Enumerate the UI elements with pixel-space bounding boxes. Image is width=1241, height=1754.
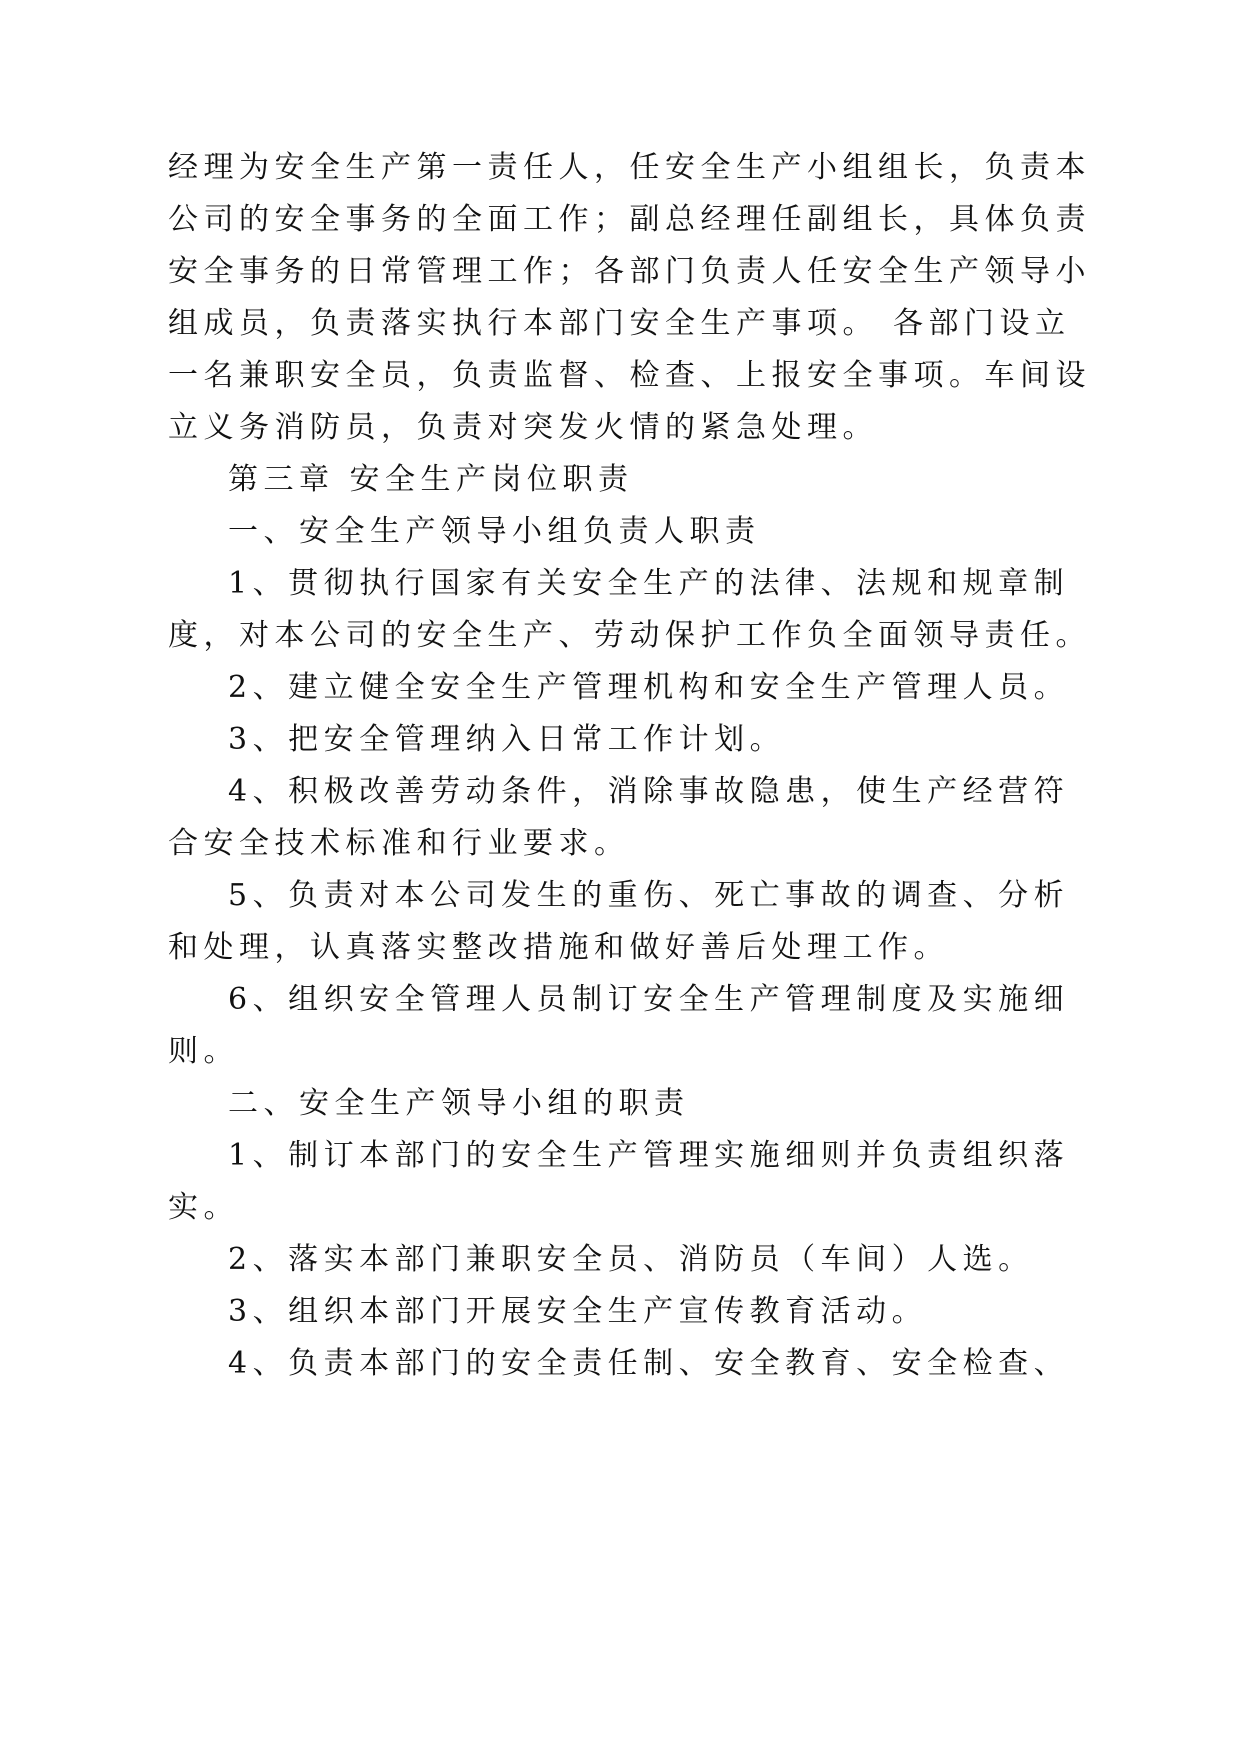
- text-line: 合安全技术标准和行业要求。: [168, 826, 630, 861]
- text-line: 1、贯彻执行国家有关安全生产的法律、法规和规章制: [228, 566, 1070, 601]
- section-heading: 一、安全生产领导小组负责人职责: [228, 514, 761, 549]
- text-line: 安全事务的日常管理工作；各部门负责人任安全生产领导小: [168, 254, 1091, 289]
- text-line: 和处理，认真落实整改措施和做好善后处理工作。: [168, 930, 949, 965]
- text-line: 1、制订本部门的安全生产管理实施细则并负责组织落: [228, 1138, 1070, 1173]
- text-line: 度，对本公司的安全生产、劳动保护工作负全面领导责任。: [168, 618, 1091, 653]
- text-line: 4、负责本部门的安全责任制、安全教育、安全检查、: [228, 1346, 1070, 1381]
- text-line: 实。: [168, 1190, 239, 1225]
- text-line: 公司的安全事务的全面工作；副总经理任副组长，具体负责: [168, 202, 1091, 237]
- chapter-heading: 第三章 安全生产岗位职责: [228, 462, 634, 497]
- text-line: 则。: [168, 1034, 239, 1069]
- section-heading: 二、安全生产领导小组的职责: [228, 1086, 690, 1121]
- text-line: 3、组织本部门开展安全生产宣传教育活动。: [228, 1294, 928, 1329]
- text-line: 2、建立健全安全生产管理机构和安全生产管理人员。: [228, 670, 1070, 705]
- text-line: 5、负责对本公司发生的重伤、死亡事故的调查、分析: [228, 878, 1070, 913]
- text-line: 立义务消防员，负责对突发火情的紧急处理。: [168, 410, 878, 445]
- text-line: 经理为安全生产第一责任人，任安全生产小组组长，负责本: [168, 150, 1091, 185]
- text-line: 6、组织安全管理人员制订安全生产管理制度及实施细: [228, 982, 1070, 1017]
- text-line: 3、把安全管理纳入日常工作计划。: [228, 722, 786, 757]
- text-line: 4、积极改善劳动条件，消除事故隐患，使生产经营符: [228, 774, 1070, 809]
- text-line: 一名兼职安全员，负责监督、检查、上报安全事项。车间设: [168, 358, 1091, 393]
- text-line: 2、落实本部门兼职安全员、消防员（车间）人选。: [228, 1242, 1034, 1277]
- text-line: 组成员，负责落实执行本部门安全生产事项。 各部门设立: [168, 306, 1071, 341]
